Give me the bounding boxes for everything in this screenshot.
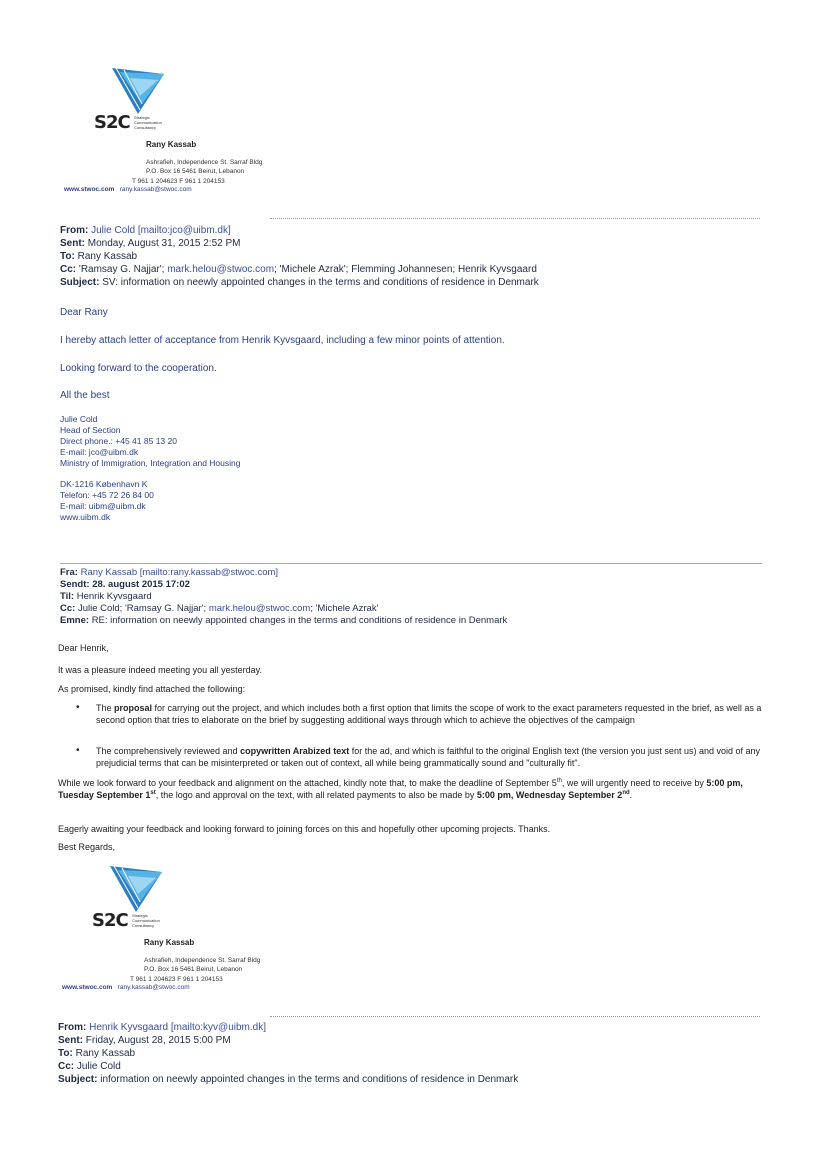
email3-subject-row: Subject: information on neewly appointed changes in the terms and conditions of residence in Denmark [58,1074,519,1085]
email1-cc-link[interactable]: mark.helou@stwoc.com [167,264,275,275]
email1-signature: Julie Cold Head of Section Direct phone.: +45 41 85 13 20 E-mail: jco@uibm.dk Ministry of Immigration, Integration and Housing [60,414,241,468]
email1-signature-address: DK-1216 København K Telefon: +45 72 26 84 00 E-mail: uibm@uibm.dk www.uibm.dk [60,479,154,522]
s2c-logo-icon [110,64,166,116]
email3-sent-row: Sent: Friday, August 28, 2015 5:00 PM [58,1035,231,1046]
email2-closing: Best Regards, [58,842,116,852]
email3-header [58,1021,778,1086]
email2-bullet-2: • The comprehensively reviewed and copywritten Arabized text for the ad, and which is faithful to the original English text (the version you just sent us) and void of any prejudicial terms that can be misinterpreted or taken out of context, all while being grammatically sound and "culturally fit". [76,745,760,768]
email1-sent-row: Sent: Monday, August 31, 2015 2:52 PM [60,238,241,249]
signature-phone: T 961 1 204623 F 961 1 204153 [132,178,225,185]
separator-2 [60,563,762,564]
s2c-logo-text: S2C [94,112,130,133]
signature-address-1: Ashrafieh, Independence St. Sarraf Bldg [146,159,263,166]
s2c-logo-text: S2C [92,910,128,931]
email3-to-row: To: Rany Kassab [58,1048,136,1059]
email1-para1: I hereby attach letter of acceptance from Henrik Kyvsgaard, including a few minor points of attention. [60,335,505,346]
signature-email[interactable]: rany.kassab@stwoc.com [117,984,190,991]
signature-website[interactable]: www.stwoc.com [62,984,113,991]
email2-greeting: Dear Henrik, [58,643,109,653]
email3-cc-row: Cc: Julie Cold [58,1061,121,1072]
signature-block-bottom [58,858,318,998]
s2c-logo-tagline: Strategic Communication Consultancy [132,913,160,928]
signature-website[interactable]: www.stwoc.com [64,186,115,193]
signature-address-1: Ashrafieh, Independence St. Sarraf Bldg [144,957,261,964]
email2-sent: 28. august 2015 17:02 [92,579,190,590]
email2-para4: Eagerly awaiting your feedback and looking forward to joining forces on this and hopefully other upcoming projects. Thanks. [58,824,551,834]
email2-line1: It was a pleasure indeed meeting you all yesterday. [58,665,262,675]
email2-cc-link[interactable]: mark.helou@stwoc.com [208,603,311,614]
bullet-dot-icon: • [76,702,80,713]
email2-emne-row: Emne: RE: information on neewly appointed changes in the terms and conditions of residence in Denmark [60,615,508,626]
email3-from-row: From: Henrik Kyvsgaard [mailto:kyv@uibm.dk] [58,1022,266,1033]
email1-header [60,224,780,289]
s2c-logo-tagline: Strategic Communication Consultancy [134,115,162,130]
s2c-logo-icon [108,862,164,914]
email1-subject: SV: information on neewly appointed changes in the terms and conditions of residence in Denmark [102,277,539,288]
signature-block-top [60,60,320,200]
email1-from[interactable]: Julie Cold [mailto:jco@uibm.dk] [91,225,231,236]
email2-para3: While we look forward to your feedback and alignment on the attached, kindly note that, to make the deadline of September 5th, we will urgently need to receive by 5:00 pm, Tuesday September 1st, the logo and approval on the text, with all related payments to also be made by 5:00 pm, Wednesday September 2nd. [58,778,743,800]
email2-til-row: Til: Henrik Kyvsgaard [60,591,152,602]
email1-cc-row: Cc: 'Ramsay G. Najjar'; mark.helou@stwoc.com; 'Michele Azrak'; Flemming Johannesen; Henrik Kyvsgaard [60,264,537,275]
signature-links [64,186,192,193]
signature-name: Rany Kassab [146,140,197,149]
email1-sent: Monday, August 31, 2015 2:52 PM [87,238,241,249]
signature-email[interactable]: rany.kassab@stwoc.com [119,186,192,193]
email2-header [60,567,780,627]
bullet-dot-icon: • [76,745,80,756]
email1-closing: All the best [60,390,110,401]
signature-phone: T 961 1 204623 F 961 1 204153 [130,976,223,983]
signature-name: Rany Kassab [144,938,195,947]
email1-greeting: Dear Rany [60,307,108,318]
email2-sendt-row: Sendt: 28. august 2015 17:02 [60,579,190,590]
email1-from-row: From: Julie Cold [mailto:jco@uibm.dk] [60,225,231,236]
email1-para2: Looking forward to the cooperation. [60,363,217,374]
email2-cc-row: Cc: Julie Cold; 'Ramsay G. Najjar'; mark.helou@stwoc.com; 'Michele Azrak' [60,603,379,614]
email3-from[interactable]: Henrik Kyvsgaard [mailto:kyv@uibm.dk] [89,1022,266,1033]
email1-subject-row: Subject: SV: information on neewly appointed changes in the terms and conditions of residence in Denmark [60,277,539,288]
email2-fra-row: Fra: Rany Kassab [mailto:rany.kassab@stwoc.com] [60,567,279,578]
email2-from[interactable]: Rany Kassab [mailto:rany.kassab@stwoc.com] [80,567,279,578]
email2-line2: As promised, kindly find attached the following: [58,684,246,694]
email1-to-row: To: Rany Kassab [60,251,138,262]
separator-3 [270,1016,760,1017]
email2-bullet-1: • The proposal for carrying out the project, and which includes both a first option that limits the scope of work to the exact parameters requested in the brief, as well as a second option that tries to elaborate on the brief by suggesting additional ways through which to achieve the objectives of the campaign [76,702,762,725]
email1-to: Rany Kassab [77,251,138,262]
signature-address-2: P.O. Box 16 5461 Beirut, Lebanon [146,168,245,175]
signature-links [62,984,190,991]
separator-1 [270,218,760,219]
signature-address-2: P.O. Box 16 5461 Beirut, Lebanon [144,966,243,973]
